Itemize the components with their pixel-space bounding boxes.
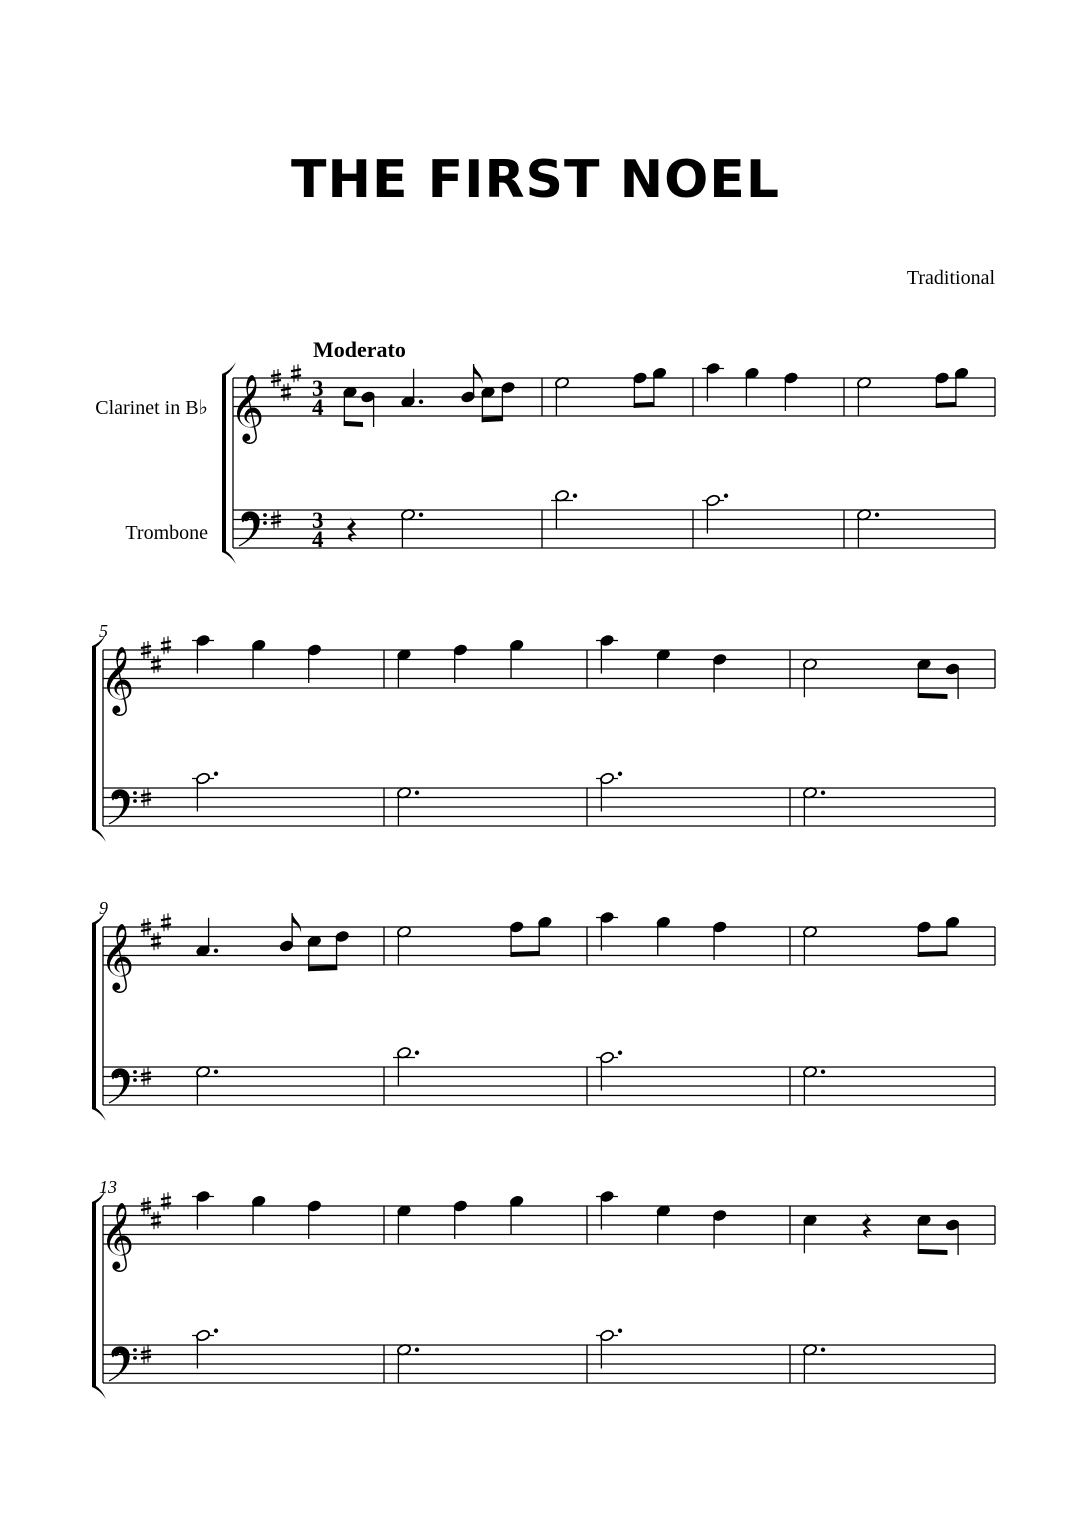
duration-dot: [214, 1070, 218, 1074]
key-signature-sharp: [141, 1079, 151, 1081]
bass-clef: [113, 1350, 119, 1356]
beam: [918, 1249, 948, 1255]
score-title: THE FIRST NOEL: [291, 150, 780, 210]
bass-clef: [113, 1072, 119, 1078]
measure-number: 13: [99, 1177, 117, 1197]
instrument-name-clarinet: Clarinet in B♭: [95, 397, 208, 419]
bass-clef: [263, 521, 267, 525]
duration-dot: [214, 772, 218, 776]
duration-dot: [415, 1051, 419, 1055]
duration-dot: [573, 494, 577, 498]
eighth-flag: [474, 364, 483, 384]
system-bracket: [222, 551, 236, 564]
system-bracket: [92, 829, 106, 842]
key-signature-sharp: [141, 652, 151, 654]
treble-clef: 𝄞: [230, 375, 265, 440]
duration-dot: [415, 791, 419, 795]
beam: [344, 421, 363, 427]
system-bracket: [92, 923, 96, 1109]
key-signature-sharp: [141, 1202, 151, 1204]
bass-clef: [133, 1348, 137, 1352]
tempo-marking: Moderato: [313, 337, 406, 362]
duration-dot: [821, 791, 825, 795]
duration-dot: [821, 1348, 825, 1352]
key-signature-sharp: [151, 1222, 161, 1224]
system-bracket: [92, 1108, 106, 1121]
bass-clef: [133, 1070, 137, 1074]
treble-clef: 𝄞: [100, 924, 135, 989]
key-signature-sharp: [151, 937, 161, 939]
beam: [482, 416, 503, 422]
key-signature-sharp: [271, 522, 281, 524]
beam: [308, 965, 337, 971]
bass-clef: [133, 791, 137, 795]
treble-clef: 𝄞: [100, 1203, 135, 1268]
duration-dot: [419, 400, 423, 404]
time-signature: 4: [312, 527, 324, 552]
key-signature-sharp: [291, 369, 301, 371]
key-signature-sharp: [141, 1357, 151, 1359]
beam: [918, 693, 948, 699]
system-bracket: [222, 374, 226, 552]
key-signature-sharp: [161, 918, 171, 920]
key-signature-sharp: [161, 1203, 171, 1205]
key-signature-sharp: [151, 660, 161, 662]
key-signature-sharp: [151, 666, 161, 668]
key-signature-sharp: [141, 646, 151, 648]
measure-number: 5: [99, 621, 108, 641]
bass-clef: [133, 1078, 137, 1082]
key-signature-sharp: [141, 929, 151, 931]
key-signature-sharp: [161, 647, 171, 649]
key-signature-sharp: [271, 380, 281, 382]
duration-dot: [415, 1348, 419, 1352]
key-signature-sharp: [151, 1216, 161, 1218]
key-signature-sharp: [161, 641, 171, 643]
key-signature-sharp: [141, 1351, 151, 1353]
key-signature-sharp: [271, 516, 281, 518]
key-signature-sharp: [291, 375, 301, 377]
bass-clef: [263, 513, 267, 517]
system-bracket: [222, 362, 236, 375]
key-signature-sharp: [141, 800, 151, 802]
duration-dot: [724, 494, 728, 498]
key-signature-sharp: [161, 1197, 171, 1199]
key-signature-sharp: [281, 388, 291, 390]
bass-clef: [133, 799, 137, 803]
duration-dot: [821, 1070, 825, 1074]
system-bracket: [92, 1386, 106, 1399]
composer-credit: Traditional: [906, 267, 995, 289]
time-signature: 4: [312, 395, 324, 420]
duration-dot: [214, 1329, 218, 1333]
bass-clef: [243, 515, 249, 521]
bass-clef: [133, 1356, 137, 1360]
duration-dot: [419, 513, 423, 517]
system-bracket: [92, 646, 96, 830]
measure-number: 9: [99, 898, 108, 918]
key-signature-sharp: [141, 1208, 151, 1210]
duration-dot: [214, 949, 218, 953]
duration-dot: [618, 1051, 622, 1055]
time-signature: 3: [312, 508, 324, 533]
key-signature-sharp: [161, 924, 171, 926]
key-signature-sharp: [281, 394, 291, 396]
bass-clef: [113, 793, 119, 799]
instrument-name-trombone: Trombone: [125, 522, 208, 544]
duration-dot: [618, 1329, 622, 1333]
time-signature: 3: [312, 376, 324, 401]
key-signature-sharp: [271, 374, 281, 376]
duration-dot: [618, 772, 622, 776]
key-signature-sharp: [141, 923, 151, 925]
key-signature-sharp: [141, 794, 151, 796]
duration-dot: [875, 513, 879, 517]
key-signature-sharp: [141, 1073, 151, 1075]
system-bracket: [92, 1202, 96, 1387]
treble-clef: 𝄞: [100, 647, 135, 712]
key-signature-sharp: [151, 943, 161, 945]
eighth-flag: [292, 913, 301, 933]
